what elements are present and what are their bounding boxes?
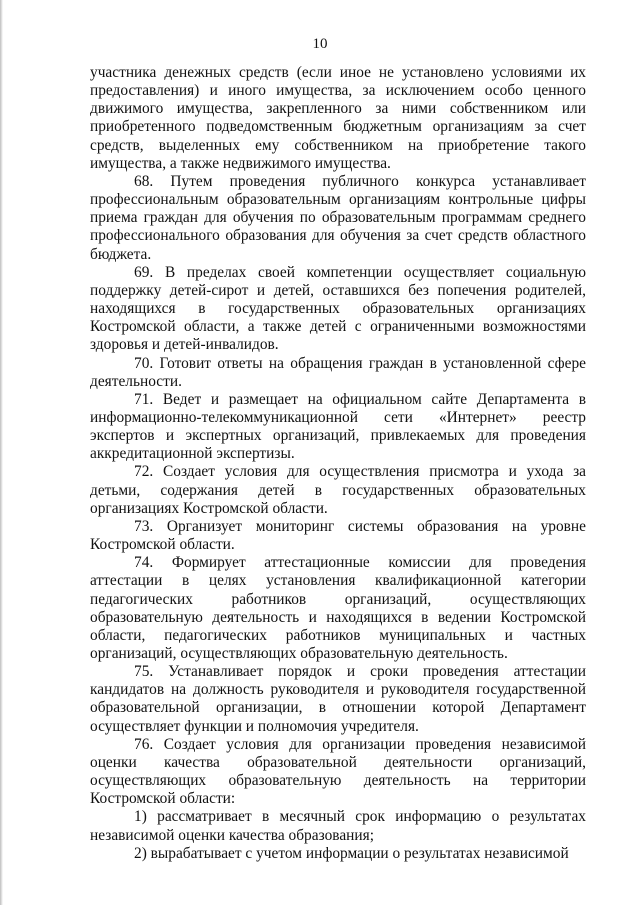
document-body [90, 64, 586, 863]
paragraph-69: 69. В пределах своей компетенции осуществляет социальную поддержку детей-сирот и детей, оставшихся без попечения родителей, находящихся в государственных образовательных организациях Костромской области, а также детей с ограниченными возможностями здоровья и детей-инвалидов. [90, 263, 586, 354]
paragraph-72: 72. Создает условия для осуществления присмотра и ухода за детьми, содержания детей в государственных образовательных организациях Костромской области. [90, 463, 586, 517]
paragraph-75: 75. Устанавливает порядок и сроки проведения аттестации кандидатов на должность руководителя и руководителя государственной образовательной организации, в отношении которой Департамент осуществляет функции и полномочия учредителя. [90, 663, 586, 735]
page-number: 10 [312, 36, 328, 52]
paragraph-71: 71. Ведет и размещает на официальном сайте Департамента в информационно-телекоммуникационной сети «Интернет» реестр экспертов и экспертных организаций, привлекаемых для проведения аккредитационной экспертизы. [90, 390, 586, 463]
list-item-1: 1) рассматривает в месячный срок информацию о результатах независимой оценки качества образования; [90, 808, 586, 844]
paragraph-74: 74. Формирует аттестационные комиссии для проведения аттестации в целях установления квалификационной категории педагогических работников организаций, осуществляющих образовательную деятельность и находящихся в ведении Костромской области, педагогических работников муниципальных и частных организаций, осуществляющих образовательную деятельность. [90, 554, 586, 662]
scan-edge-shadow [0, 0, 3, 905]
paragraph-73: 73. Организует мониторинг системы образования на уровне Костромской области. [90, 517, 586, 554]
list-item-2: 2) вырабатывает с учетом информации о результатах независимой [134, 844, 569, 862]
paragraph-76: 76. Создает условия для организации проведения независимой оценки качества образовательной деятельности организаций, осуществляющих образовательную деятельность на территории Костромской области: [90, 735, 586, 808]
paragraph-68: 68. Путем проведения публичного конкурса устанавливает профессиональным образовательным организациям контрольные цифры приема граждан для обучения по образовательным программам среднего профессионального образования для обучения за счет средств областного бюджета. [90, 172, 586, 263]
paragraph-70: 70. Готовит ответы на обращения граждан в установленной сфере деятельности. [90, 354, 586, 390]
paragraph-continuation: участника денежных средств (если иное не установлено условиями их предоставления) и иного имущества, за исключением особо ценного движимого имущества, закрепленного за ними собственником или приобретенного подведомственным бюджетным организациям за счет средств, выделенных ему собственником на приобретение такого имущества, а также недвижимого имущества. [90, 64, 586, 172]
